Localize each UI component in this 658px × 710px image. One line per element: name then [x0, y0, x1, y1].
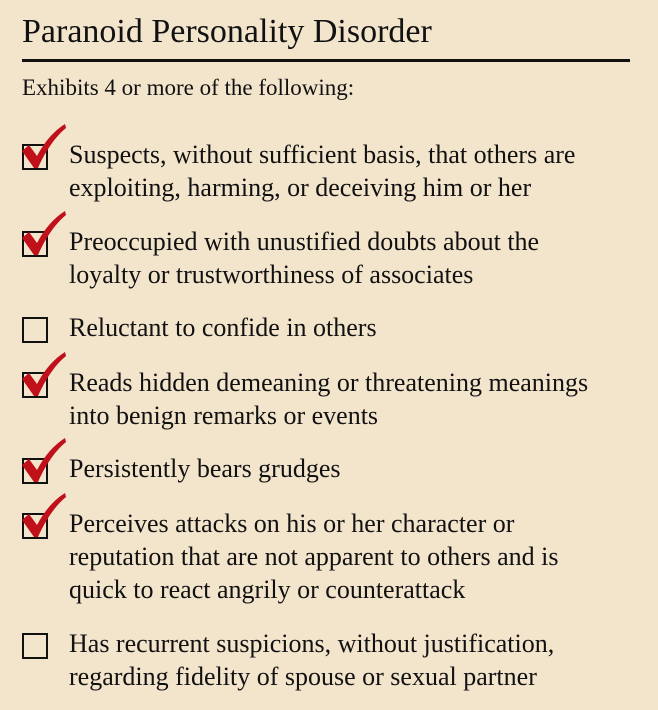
criterion-text-7: Has recurrent suspicions, without justification, regarding fidelity of spouse or sexual partner: [69, 629, 555, 691]
checkbox-3[interactable]: [22, 317, 48, 343]
criterion-text-4: Reads hidden demeaning or threatening meanings into benign remarks or events: [69, 368, 589, 430]
criteria-intro: Exhibits 4 or more of the following:: [22, 75, 355, 100]
checkbox-7[interactable]: [22, 633, 48, 659]
criterion-text-3: Reluctant to confide in others: [69, 313, 377, 342]
checkmark-icon: [18, 211, 68, 257]
criterion-text-1: Suspects, without sufficient basis, that others are exploiting, harming, or deceiving him or her: [69, 140, 576, 202]
page-title: Paranoid Personality Disorder: [22, 13, 432, 50]
checkmark-icon: [18, 438, 68, 484]
title-divider: [22, 59, 630, 62]
checkmark-icon: [18, 352, 68, 398]
criterion-text-2: Preoccupied with unustified doubts about the loyalty or trustworthiness of associates: [69, 227, 540, 289]
criterion-text-6: Perceives attacks on his or her character or reputation that are not apparent to others and is quick to react angrily or counterattack: [69, 509, 559, 604]
criterion-text-5: Persistently bears grudges: [69, 454, 341, 483]
checkmark-icon: [18, 124, 68, 170]
checkmark-icon: [18, 493, 68, 539]
